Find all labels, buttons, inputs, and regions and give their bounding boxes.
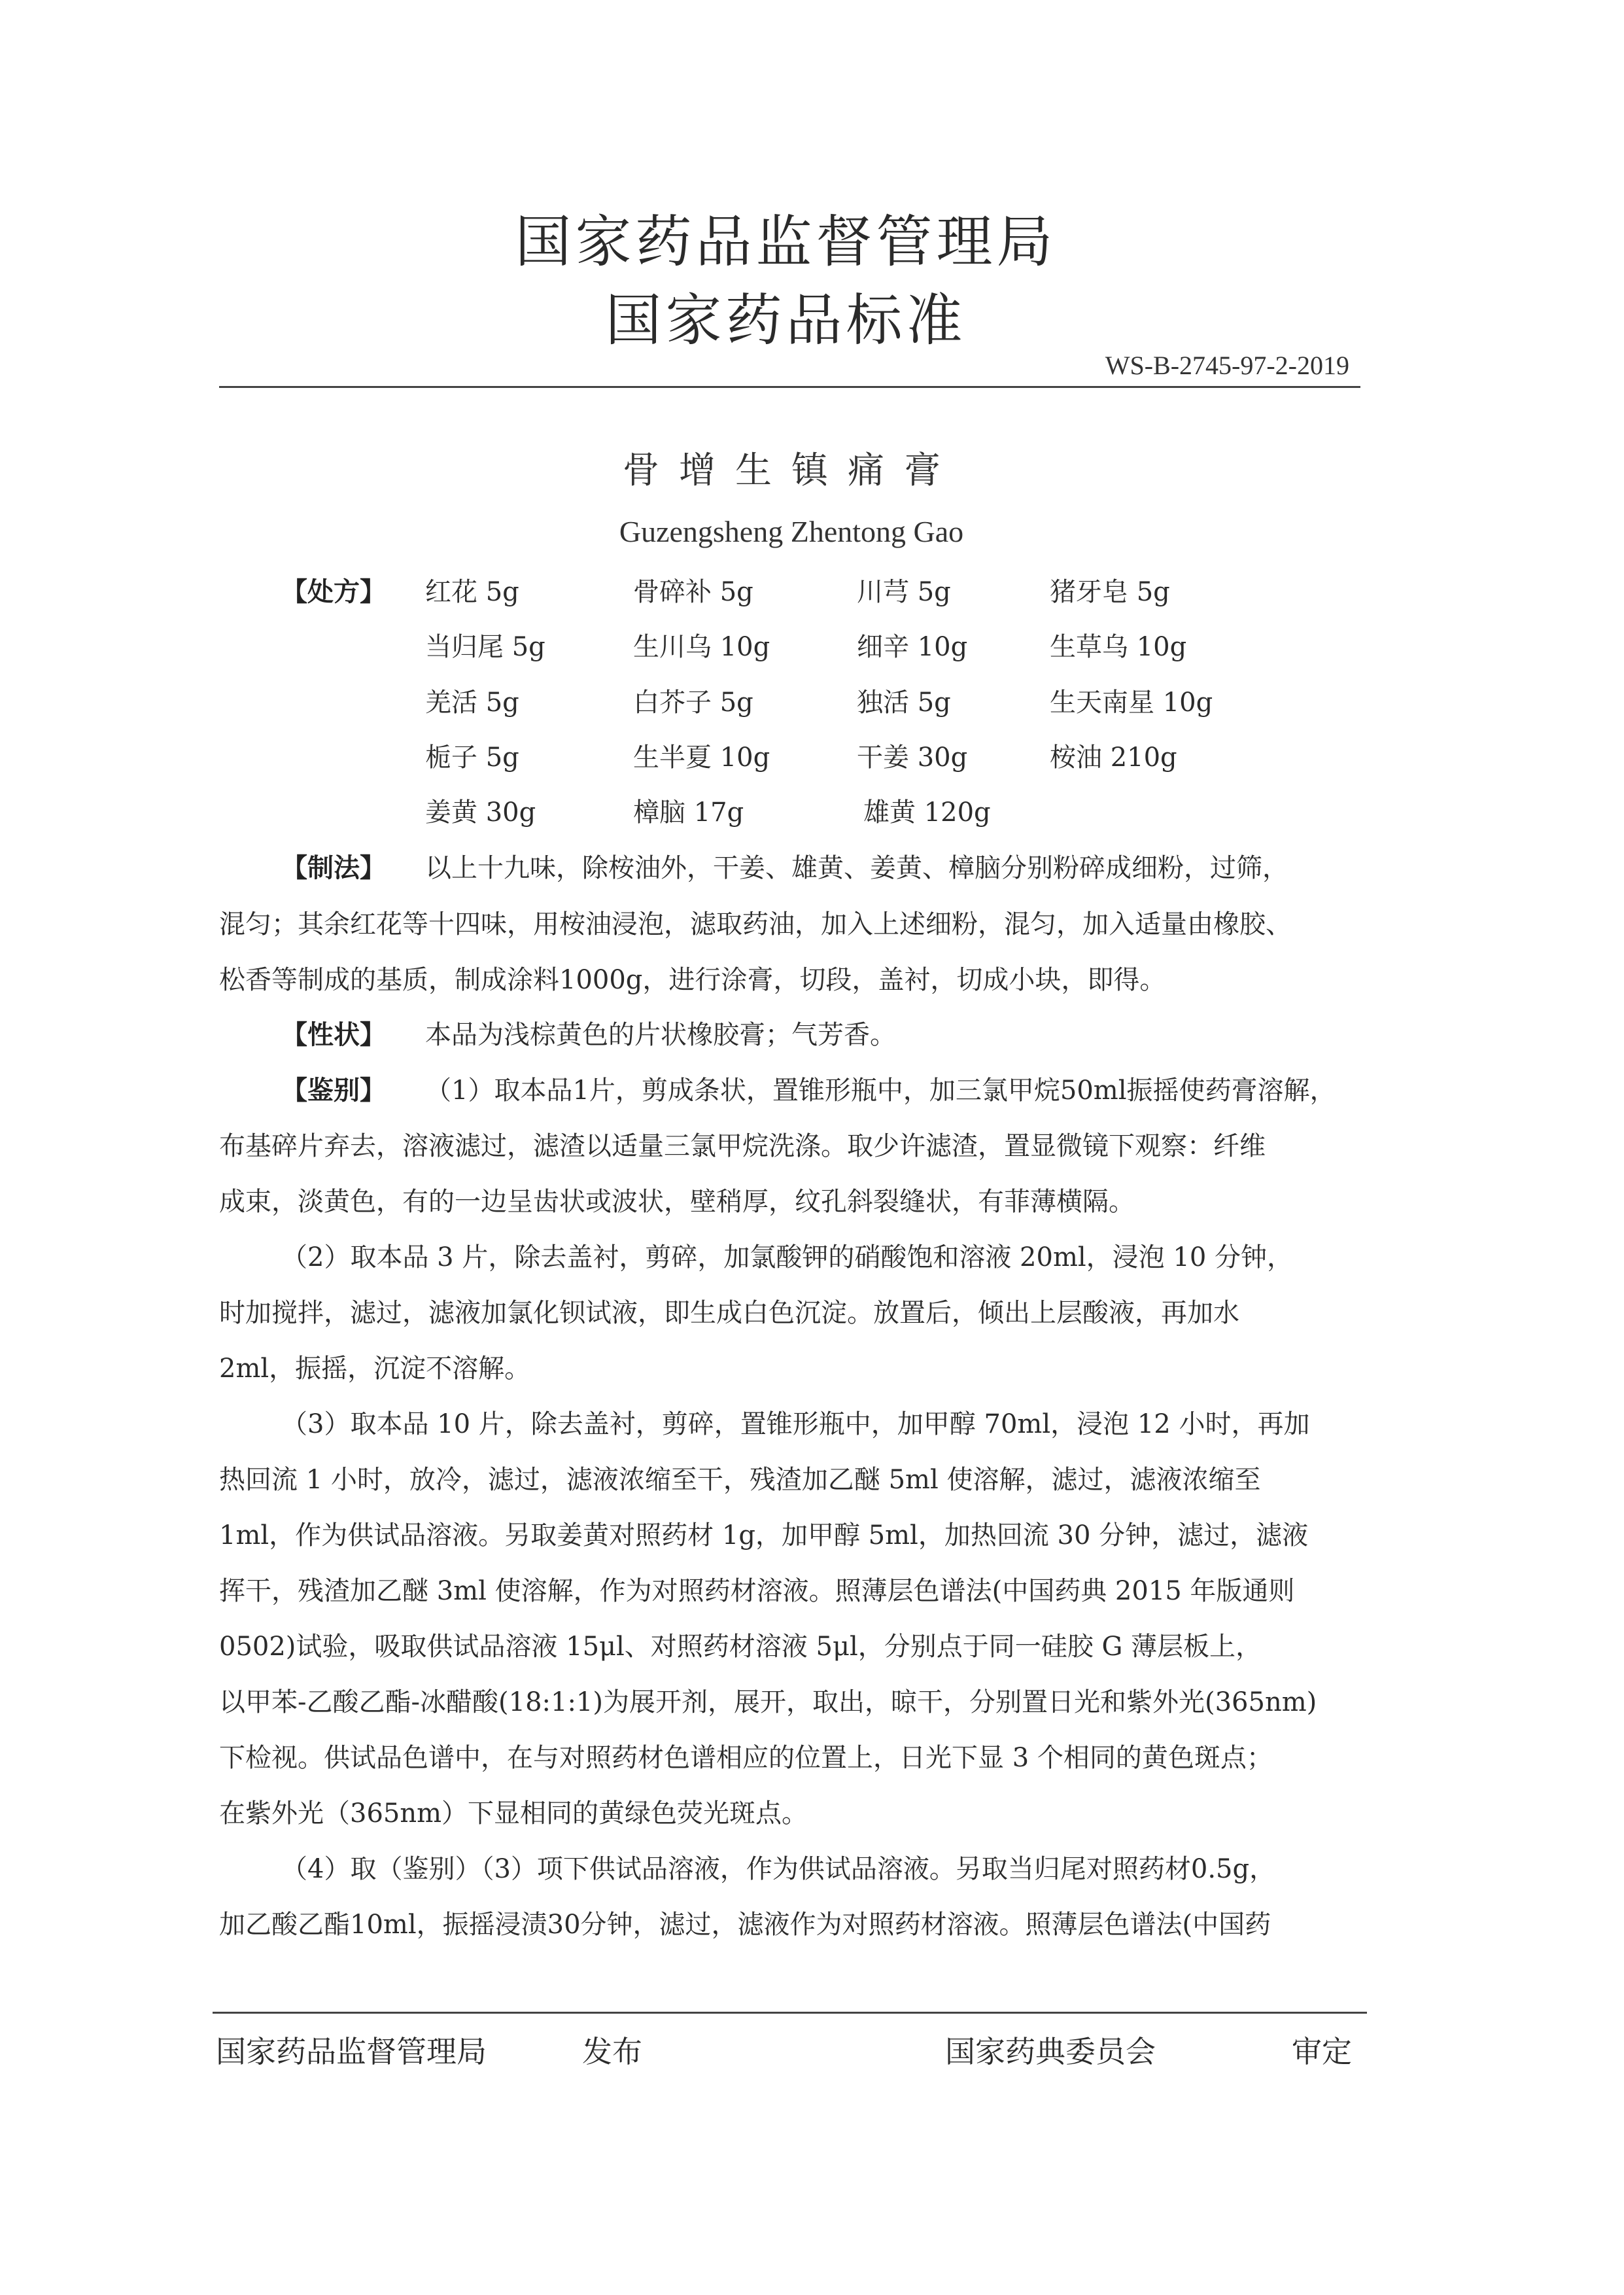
ingredient: 姜黄 30g: [425, 797, 536, 828]
ingredient: 生天南星 10g: [1050, 688, 1213, 718]
ingredient: 羌活 5g: [425, 688, 519, 718]
drug-title: 骨增生镇痛膏: [623, 449, 960, 492]
identification-label: 【鉴别】: [281, 1076, 386, 1106]
text-line: 在紫外光（365nm）下显相同的黄绿色荧光斑点。: [219, 1798, 808, 1829]
text-line: 热回流 1 小时，放冷，滤过，滤液浓缩至干，残渣加乙醚 5ml 使溶解，滤过，滤液浓缩至: [219, 1465, 1261, 1495]
character-label: 【性状】: [281, 1020, 386, 1050]
standard-number: WS-B-2745-97-2-2019: [1105, 351, 1349, 380]
ingredient: 樟脑 17g: [633, 797, 744, 828]
text-line: 加乙酸乙酯10ml，振摇浸渍30分钟，滤过，滤液作为对照药材溶液。照薄层色谱法(中国药: [219, 1910, 1271, 1940]
ingredient: 雄黄 120g: [863, 797, 991, 828]
ingredient: 栀子 5g: [425, 743, 519, 773]
text-line: 混匀；其余红花等十四味，用桉油浸泡，滤取药油，加入上述细粉，混匀，加入适量由橡胶、: [219, 909, 1292, 939]
text-line: 以上十九味，除桉油外，干姜、雄黄、姜黄、樟脑分别粉碎成细粉，过筛，: [425, 853, 1288, 883]
footer-publisher: 国家药品监督管理局: [216, 2034, 487, 2069]
ingredient: 独活 5g: [857, 688, 951, 718]
ingredient: 生草乌 10g: [1050, 632, 1187, 662]
text-line: 布基碎片弃去，溶液滤过，滤渣以适量三氯甲烷洗涤。取少许滤渣，置显微镜下观察：纤维: [219, 1131, 1266, 1161]
standard-title: 国家药品标准: [605, 288, 967, 353]
text-line: 成束，淡黄色，有的一边呈齿状或波状，壁稍厚，纹孔斜裂缝状，有菲薄横隔。: [219, 1187, 1135, 1217]
text-line: （4）取（鉴别）（3）项下供试品溶液，作为供试品溶液。另取当归尾对照药材0.5g，: [281, 1854, 1276, 1884]
preparation-label: 【制法】: [281, 853, 386, 883]
text-line: 松香等制成的基质，制成涂料1000g，进行涂膏，切段，盖衬，切成小块，即得。: [219, 965, 1166, 995]
ingredient: 白芥子 5g: [633, 688, 753, 718]
ingredient: 生半夏 10g: [633, 743, 770, 773]
ingredient: 干姜 30g: [857, 743, 968, 773]
ingredient: 桉油 210g: [1050, 743, 1177, 773]
text-line: 以甲苯-乙酸乙酯-冰醋酸(18:1:1)为展开剂，展开，取出，晾干，分别置日光和紫外光(365nm): [219, 1687, 1317, 1717]
text-line: 本品为浅棕黄色的片状橡胶膏；气芳香。: [425, 1020, 896, 1050]
ingredient: 红花 5g: [425, 577, 519, 607]
text-line: （2）取本品 3 片，除去盖衬，剪碎，加氯酸钾的硝酸饱和溶液 20ml，浸泡 10 分钟，: [281, 1242, 1293, 1272]
top-divider: [219, 386, 1360, 388]
text-line: 挥干，残渣加乙醚 3ml 使溶解，作为对照药材溶液。照薄层色谱法(中国药典 2015 年版通则: [219, 1576, 1295, 1606]
ingredient: 生川乌 10g: [633, 632, 770, 662]
ingredient: 猪牙皂 5g: [1050, 577, 1170, 607]
ingredient: 细辛 10g: [857, 632, 968, 662]
agency-title: 国家药品监督管理局: [515, 209, 1057, 275]
ingredient: 当归尾 5g: [425, 632, 545, 662]
footer-review-label: 审定: [1292, 2034, 1352, 2069]
footer-reviewer: 国家药典委员会: [945, 2034, 1156, 2069]
prescription-label: 【处方】: [281, 577, 386, 607]
drug-pinyin: Guzengsheng Zhentong Gao: [619, 515, 964, 548]
text-line: （1）取本品1片，剪成条状，置锥形瓶中，加三氯甲烷50ml振摇使药膏溶解，: [425, 1076, 1336, 1106]
text-line: 时加搅拌，滤过，滤液加氯化钡试液，即生成白色沉淀。放置后，倾出上层酸液，再加水: [219, 1298, 1239, 1328]
footer-publish-label: 发布: [582, 2034, 642, 2069]
text-line: 1ml，作为供试品溶液。另取姜黄对照药材 1g，加甲醇 5ml，加热回流 30 分钟，滤过，滤液: [219, 1520, 1309, 1550]
text-line: （3）取本品 10 片，除去盖衬，剪碎，置锥形瓶中，加甲醇 70ml，浸泡 12 小时，再加: [281, 1409, 1310, 1439]
text-line: 2ml，振摇，沉淀不溶解。: [219, 1354, 531, 1384]
text-line: 下检视。供试品色谱中，在与对照药材色谱相应的位置上，日光下显 3 个相同的黄色斑点；: [219, 1743, 1273, 1773]
ingredient: 川芎 5g: [857, 577, 951, 607]
text-line: 0502)试验，吸取供试品溶液 15μl、对照药材溶液 5μl，分别点于同一硅胶 G 薄层板上，: [219, 1632, 1262, 1662]
ingredient: 骨碎补 5g: [633, 577, 753, 607]
bottom-divider: [213, 2012, 1367, 2014]
